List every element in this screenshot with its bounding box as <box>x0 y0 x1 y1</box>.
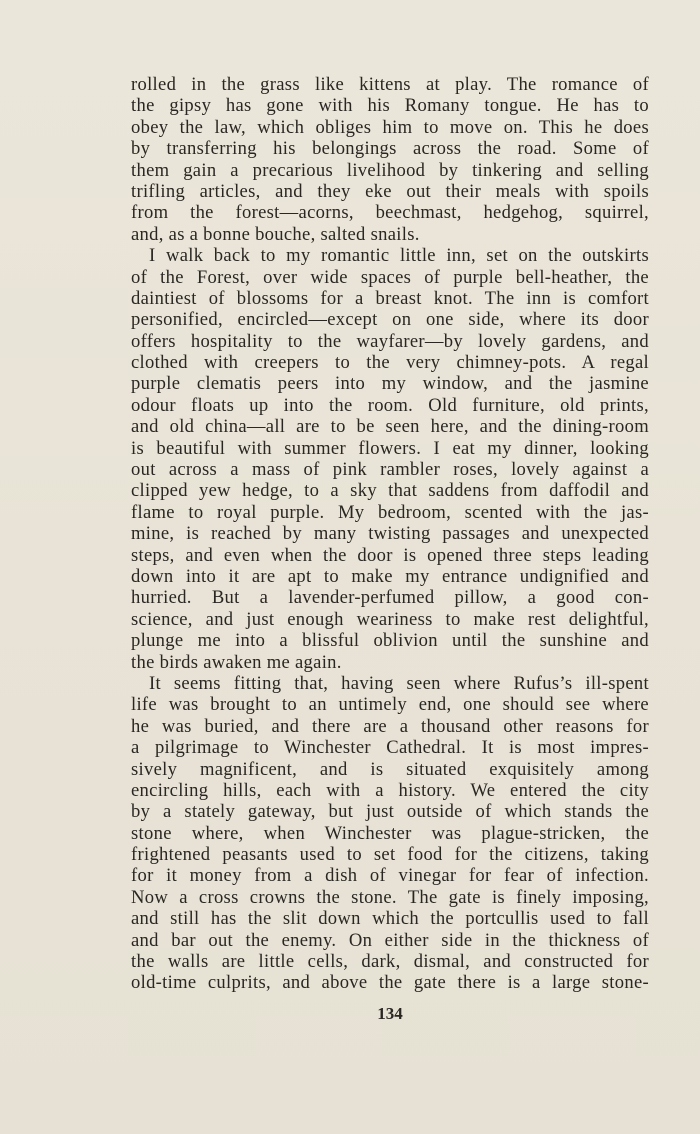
text-line: them gain a precarious livelihood by tinkering and selling <box>131 159 649 181</box>
text-line: and bar out the enemy. On either side in the thickness of <box>131 929 649 951</box>
text-line: and, as a bonne bouche, salted snails. <box>131 223 420 245</box>
page-number: 134 <box>377 1004 403 1023</box>
text-line: for it money from a dish of vinegar for fear of infection. <box>131 865 649 887</box>
text-line: odour floats up into the room. Old furniture, old prints, <box>131 394 649 416</box>
text-line: clipped yew hedge, to a sky that saddens from daffodil and <box>131 480 649 502</box>
text-line: down into it are apt to make my entrance undignified and <box>131 565 649 587</box>
text-line: rolled in the grass like kittens at play. The romance of <box>131 74 649 95</box>
text-line: encircling hills, each with a history. We entered the city <box>131 779 649 801</box>
text-line: by transferring his belongings across the road. Some of <box>131 138 649 160</box>
paragraph-2 <box>131 245 649 673</box>
text-line: out across a mass of pink rambler roses, lovely against a <box>131 459 649 481</box>
text-line: I walk back to my romantic little inn, set on the outskirts <box>149 245 649 267</box>
text-line: steps, and even when the door is opened three steps leading <box>131 544 649 566</box>
text-line: life was brought to an untimely end, one should see where <box>131 694 649 716</box>
text-line: plunge me into a blissful oblivion until the sunshine and <box>131 630 649 652</box>
text-line: Now a cross crowns the stone. The gate is finely imposing, <box>131 886 649 908</box>
text-line: the walls are little cells, dark, dismal, and constructed for <box>131 951 649 973</box>
text-line: flame to royal purple. My bedroom, scented with the jas- <box>131 501 649 523</box>
text-line: old-time culprits, and above the gate there is a large stone- <box>131 972 649 994</box>
text-line: personified, encircled—except on one side, where its door <box>131 309 649 331</box>
text-line: offers hospitality to the wayfarer—by lovely gardens, and <box>131 330 649 352</box>
paragraph-1 <box>131 74 649 245</box>
body-text <box>131 74 649 994</box>
text-line: sively magnificent, and is situated exquisitely among <box>131 758 649 780</box>
text-line: purple clematis peers into my window, and the jasmine <box>131 373 649 395</box>
text-line: and still has the slit down which the portcullis used to fall <box>131 908 649 930</box>
text-line: frightened peasants used to set food for the citizens, taking <box>131 844 649 866</box>
text-line: trifling articles, and they eke out their meals with spoils <box>131 180 649 202</box>
text-line: from the forest—acorns, beechmast, hedgehog, squirrel, <box>131 202 649 224</box>
text-line: is beautiful with summer flowers. I eat my dinner, looking <box>131 437 649 459</box>
text-line: daintiest of blossoms for a breast knot. The inn is comfort <box>131 287 649 309</box>
text-line: It seems fitting that, having seen where Rufus’s ill-spent <box>149 672 649 694</box>
text-line: hurried. But a lavender-perfumed pillow, a good con- <box>131 587 649 609</box>
text-line: science, and just enough weariness to make rest delightful, <box>131 608 649 630</box>
text-line: and old china—all are to be seen here, and the dining-room <box>131 416 649 438</box>
paragraph-3 <box>131 673 649 994</box>
text-line: obey the law, which obliges him to move on. This he does <box>131 116 649 138</box>
text-line: of the Forest, over wide spaces of purple bell-heather, the <box>131 266 649 288</box>
text-line: he was buried, and there are a thousand other reasons for <box>131 715 649 737</box>
text-line: clothed with creepers to the very chimney-pots. A regal <box>131 352 649 374</box>
text-line: the birds awaken me again. <box>131 651 342 673</box>
text-line: stone where, when Winchester was plague-stricken, the <box>131 822 649 844</box>
text-line: mine, is reached by many twisting passages and unexpected <box>131 523 649 545</box>
text-line: the gipsy has gone with his Romany tongue. He has to <box>131 95 649 117</box>
text-line: a pilgrimage to Winchester Cathedral. It is most impres- <box>131 737 649 759</box>
text-line: by a stately gateway, but just outside of which stands the <box>131 801 649 823</box>
